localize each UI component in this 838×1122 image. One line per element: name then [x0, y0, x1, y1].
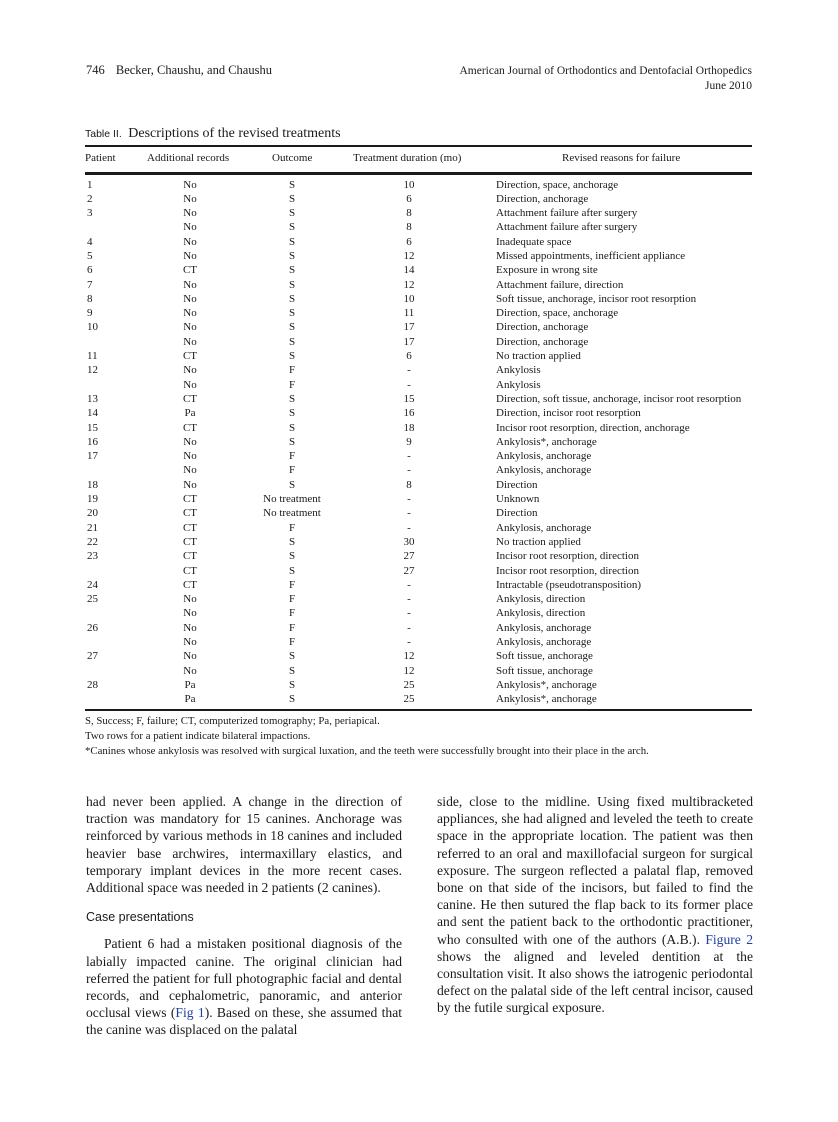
- cell-additional-records: No: [183, 249, 197, 262]
- table-row: [85, 478, 752, 492]
- cell-additional-records: No: [183, 292, 197, 305]
- cell-outcome: F: [288, 607, 296, 620]
- cell-outcome: F: [288, 621, 296, 634]
- cell-reason: Direction, anchorage: [496, 321, 589, 334]
- table-row: [85, 435, 752, 449]
- cell-reason: Ankylosis*, anchorage: [496, 693, 597, 706]
- issue-date: June 2010: [705, 80, 752, 92]
- cell-duration: 10: [403, 178, 415, 191]
- table-row: [85, 664, 752, 678]
- cell-duration: -: [407, 593, 411, 606]
- cell-duration: -: [407, 493, 411, 506]
- cell-reason: No traction applied: [496, 535, 581, 548]
- cell-additional-records: No: [183, 478, 197, 491]
- cell-outcome: S: [288, 564, 296, 577]
- cell-duration: 6: [406, 192, 412, 205]
- cell-patient: 1: [87, 178, 93, 191]
- cell-duration: 15: [403, 392, 415, 405]
- body-paragraph-case: Patient 6 had a mistaken positional diagnosis of the labially impacted canine. The original clinician had referred the patient for full photographic facial and dental records, and cephalometric, panoramic, and anterior occlusal views (Fig 1). Based on these, she assumed that the canine was displaced on the palatal: [86, 936, 402, 1038]
- table-row: [85, 678, 752, 692]
- table-row: [85, 578, 752, 592]
- cell-patient: 2: [87, 192, 93, 205]
- cell-duration: 25: [403, 678, 415, 691]
- cell-reason: Soft tissue, anchorage, incisor root resorption: [496, 292, 697, 305]
- table-row: [85, 564, 752, 578]
- cell-reason: Ankylosis, anchorage: [496, 464, 592, 477]
- cell-duration: -: [407, 607, 411, 620]
- table-body: [85, 178, 752, 707]
- cell-outcome: S: [288, 307, 296, 320]
- cell-duration: -: [407, 578, 411, 591]
- cell-additional-records: No: [183, 335, 197, 348]
- cell-outcome: F: [288, 450, 296, 463]
- running-authors: Becker, Chaushu, and Chaushu: [115, 63, 272, 77]
- cell-outcome: S: [288, 478, 296, 491]
- cell-patient: 8: [87, 292, 93, 305]
- figure-1-link[interactable]: Fig 1: [175, 1005, 205, 1021]
- cell-outcome: S: [288, 221, 296, 234]
- cell-reason: Direction, anchorage: [496, 335, 589, 348]
- table-top-rule: [85, 145, 752, 147]
- cell-reason: Incisor root resorption, direction, anchorage: [496, 421, 690, 434]
- cell-reason: Ankylosis, anchorage: [496, 636, 592, 648]
- cell-additional-records: No: [183, 178, 197, 191]
- column-header-patient: Patient: [85, 152, 116, 164]
- cell-duration: -: [407, 450, 411, 463]
- cell-outcome: F: [288, 521, 296, 534]
- cell-additional-records: No: [183, 607, 197, 620]
- table-row: [85, 220, 752, 234]
- table-row: [85, 463, 752, 477]
- cell-duration: -: [407, 636, 411, 648]
- cell-outcome: F: [288, 378, 296, 391]
- column-header-additional-records: Additional records: [147, 152, 230, 164]
- cell-additional-records: CT: [182, 550, 198, 563]
- cell-patient: 11: [87, 350, 98, 363]
- cell-reason: Intractable (pseudotransposition): [496, 578, 642, 591]
- cell-additional-records: No: [183, 221, 197, 234]
- footnote-bilateral: Two rows for a patient indicate bilateral impactions.: [85, 730, 311, 743]
- cell-reason: Inadequate space: [496, 235, 572, 248]
- cell-duration: 25: [403, 693, 415, 706]
- cell-reason: Direction, space, anchorage: [496, 178, 619, 191]
- cell-duration: 16: [403, 407, 415, 420]
- cell-duration: 12: [403, 278, 415, 291]
- cell-additional-records: CT: [182, 350, 198, 363]
- body-paragraph-continued: side, close to the midline. Using fixed multibracketed appliances, she had aligned and leveled the teeth to create space in the appropriate location. The patient was then referred to an oral and maxillofacial surgeon for surgical exposure. The surgeon reflected a palatal flap, removed bone on that side of the incisors, but failed to find the canine. He then sutured the flap back to its former place and sent the patient back to the orthodontic practitioner, who consulted with one of the authors (A.B.). Figure 2 shows the aligned and leveled dentition at the consultation visit. It also shows the iatrogenic periodontal defect on the palatal side of the left central incisor, caused by the futile surgical exposure.: [437, 794, 754, 1016]
- cell-reason: Attachment failure after surgery: [496, 207, 638, 220]
- body-paragraph: had never been applied. A change in the direction of traction was mandatory for 15 canines. Anchorage was reinforced by various methods in 18 canines and included heavier base archwires, intermaxillary elastics, and temporary implant devices in the more recent cases. Additional space was needed in 2 patients (2 canines).: [86, 794, 402, 896]
- cell-duration: 10: [403, 292, 415, 305]
- cell-outcome: F: [288, 578, 296, 591]
- cell-reason: Missed appointments, inefficient appliance: [496, 249, 686, 262]
- cell-outcome: S: [288, 535, 296, 548]
- cell-additional-records: No: [183, 593, 197, 606]
- table-row: [85, 392, 752, 406]
- cell-patient: 25: [87, 593, 98, 606]
- figure-2-link[interactable]: Figure 2: [705, 931, 754, 947]
- cell-patient: 5: [87, 249, 93, 262]
- cell-patient: 20: [87, 507, 98, 520]
- cell-reason: Soft tissue, anchorage: [496, 650, 593, 663]
- cell-duration: 17: [403, 335, 415, 348]
- table-row: [85, 363, 752, 377]
- cell-duration: 8: [406, 221, 412, 234]
- cell-outcome: S: [288, 178, 296, 191]
- table-row: [85, 521, 752, 535]
- cell-patient: 17: [87, 450, 98, 463]
- cell-reason: Ankylosis, anchorage: [496, 621, 592, 634]
- table-row: [85, 621, 752, 635]
- cell-reason: Incisor root resorption, direction: [496, 550, 639, 563]
- section-heading: Case presentations: [86, 910, 194, 925]
- cell-additional-records: CT: [182, 493, 198, 506]
- cell-additional-records: No: [183, 235, 197, 248]
- table-row: [85, 263, 752, 277]
- table-row: [85, 278, 752, 292]
- cell-outcome: S: [288, 550, 296, 563]
- cell-outcome: S: [288, 421, 296, 434]
- cell-additional-records: Pa: [184, 693, 196, 706]
- cell-additional-records: No: [183, 207, 197, 220]
- table-row: [85, 235, 752, 249]
- cell-patient: 10: [87, 321, 98, 334]
- cell-patient: 15: [87, 421, 98, 434]
- table-row: [85, 306, 752, 320]
- table-row: [85, 549, 752, 563]
- cell-duration: 8: [406, 478, 412, 491]
- cell-outcome: S: [288, 207, 296, 220]
- cell-outcome: S: [288, 321, 296, 334]
- cell-duration: -: [407, 521, 411, 534]
- cell-additional-records: CT: [182, 507, 198, 520]
- footnote-asterisk: *Canines whose ankylosis was resolved with surgical luxation, and the teeth were successfully brought into their place in the arch.: [85, 745, 649, 758]
- cell-additional-records: No: [183, 378, 197, 391]
- page-number: 746: [86, 63, 105, 77]
- cell-reason: Direction: [496, 507, 538, 520]
- cell-reason: Attachment failure, direction: [496, 278, 624, 291]
- cell-reason: Ankylosis, anchorage: [496, 450, 592, 463]
- cell-outcome: S: [288, 392, 296, 405]
- cell-patient: 22: [87, 535, 98, 548]
- cell-outcome: S: [288, 278, 296, 291]
- journal-name: American Journal of Orthodontics and Dentofacial Orthopedics: [459, 65, 752, 77]
- cell-reason: Unknown: [496, 493, 540, 506]
- table-label: Table II.: [85, 128, 122, 140]
- cell-outcome: S: [288, 678, 296, 691]
- cell-reason: Ankylosis, direction: [496, 607, 586, 620]
- table-row: [85, 421, 752, 435]
- column-header-revised-reasons: Revised reasons for failure: [562, 152, 681, 164]
- cell-duration: 6: [406, 350, 412, 363]
- cell-reason: Direction, incisor root resorption: [496, 407, 641, 420]
- cell-outcome: S: [288, 264, 296, 277]
- table-title: [85, 126, 341, 142]
- cell-outcome: F: [288, 364, 296, 377]
- cell-additional-records: CT: [182, 421, 198, 434]
- cell-patient: 27: [87, 650, 98, 663]
- cell-additional-records: CT: [182, 264, 198, 277]
- cell-additional-records: Pa: [184, 678, 196, 691]
- cell-duration: -: [407, 364, 411, 377]
- cell-outcome: S: [288, 435, 296, 448]
- cell-outcome: F: [288, 636, 296, 648]
- cell-patient: 19: [87, 493, 98, 506]
- cell-reason: Direction, soft tissue, anchorage, incisor root resorption: [496, 392, 742, 405]
- cell-duration: 14: [403, 264, 415, 277]
- cell-reason: Direction, anchorage: [496, 192, 589, 205]
- cell-additional-records: No: [183, 364, 197, 377]
- table-row: [85, 692, 752, 706]
- cell-outcome: S: [288, 235, 296, 248]
- cell-patient: 23: [87, 550, 98, 563]
- cell-additional-records: No: [183, 321, 197, 334]
- cell-outcome: S: [288, 407, 296, 420]
- cell-patient: 18: [87, 478, 98, 491]
- table-row: [85, 320, 752, 334]
- cell-duration: 27: [403, 564, 415, 577]
- cell-reason: Ankylosis: [496, 364, 541, 377]
- table-row: [85, 535, 752, 549]
- cell-additional-records: CT: [182, 392, 198, 405]
- cell-outcome: S: [288, 292, 296, 305]
- cell-outcome: F: [288, 593, 296, 606]
- cell-patient: 28: [87, 678, 98, 691]
- table-bottom-rule: [85, 709, 752, 711]
- table-row: [85, 206, 752, 220]
- cell-patient: 12: [87, 364, 98, 377]
- cell-additional-records: No: [183, 636, 197, 648]
- table-row: [85, 349, 752, 363]
- cell-duration: 11: [403, 307, 415, 320]
- cell-duration: -: [407, 507, 411, 520]
- cell-reason: Ankylosis: [496, 378, 541, 391]
- table-caption: Descriptions of the revised treatments: [128, 126, 341, 141]
- cell-additional-records: No: [183, 664, 197, 677]
- table-row: [85, 506, 752, 520]
- cell-outcome: S: [288, 350, 296, 363]
- cell-reason: Incisor root resorption, direction: [496, 564, 639, 577]
- table-row: [85, 192, 752, 206]
- cell-additional-records: CT: [182, 564, 198, 577]
- cell-patient: 7: [87, 278, 93, 291]
- cell-patient: 14: [87, 407, 98, 420]
- cell-outcome: S: [288, 664, 296, 677]
- cell-duration: 27: [403, 550, 415, 563]
- cell-reason: No traction applied: [496, 350, 581, 363]
- page-header-right: [459, 64, 752, 94]
- cell-duration: 8: [406, 207, 412, 220]
- cell-patient: 13: [87, 392, 98, 405]
- cell-patient: 24: [87, 578, 98, 591]
- table-row: [85, 406, 752, 420]
- cell-patient: 9: [87, 307, 93, 320]
- cell-reason: Soft tissue, anchorage: [496, 664, 593, 677]
- table-row: [85, 292, 752, 306]
- cell-duration: 12: [403, 664, 415, 677]
- cell-reason: Attachment failure after surgery: [496, 221, 638, 234]
- table-row: [85, 492, 752, 506]
- cell-reason: Ankylosis*, anchorage: [496, 678, 597, 691]
- cell-duration: 30: [403, 535, 415, 548]
- table-row: [85, 249, 752, 263]
- cell-outcome: S: [288, 335, 296, 348]
- cell-additional-records: No: [183, 621, 197, 634]
- cell-patient: 21: [87, 521, 98, 534]
- cell-outcome: S: [288, 249, 296, 262]
- column-header-treatment-duration: Treatment duration (mo): [353, 152, 462, 164]
- cell-additional-records: No: [183, 650, 197, 663]
- cell-additional-records: No: [183, 464, 197, 477]
- table-footnotes: [85, 714, 649, 760]
- cell-duration: 12: [403, 650, 415, 663]
- cell-additional-records: No: [183, 450, 197, 463]
- cell-outcome: S: [288, 192, 296, 205]
- cell-patient: 4: [87, 235, 93, 248]
- cell-reason: Direction: [496, 478, 538, 491]
- table-header-rule: [85, 172, 752, 175]
- body-column-right: [437, 793, 753, 1017]
- cell-duration: 6: [406, 235, 412, 248]
- cell-additional-records: Pa: [184, 407, 196, 420]
- cell-additional-records: No: [183, 192, 197, 205]
- footnote-abbreviations: S, Success; F, failure; CT, computerized tomography; Pa, periapical.: [85, 715, 380, 727]
- cell-outcome: S: [288, 650, 296, 663]
- cell-duration: 18: [403, 421, 415, 434]
- cell-outcome: No treatment: [263, 507, 321, 520]
- cell-reason: Exposure in wrong site: [496, 264, 598, 277]
- cell-duration: -: [407, 621, 411, 634]
- table-row: [85, 178, 752, 192]
- table-row: [85, 592, 752, 606]
- body-column-left: [86, 793, 402, 1039]
- cell-patient: 26: [87, 621, 98, 634]
- cell-outcome: F: [288, 464, 296, 477]
- page-header-left: [86, 63, 272, 78]
- cell-reason: Ankylosis, anchorage: [496, 521, 592, 534]
- table-row: [85, 378, 752, 392]
- column-header-outcome: Outcome: [272, 152, 313, 164]
- cell-additional-records: CT: [182, 521, 198, 534]
- cell-duration: -: [407, 464, 411, 477]
- cell-patient: 6: [87, 264, 93, 277]
- cell-outcome: No treatment: [263, 493, 321, 506]
- table-row: [85, 606, 752, 620]
- table-row: [85, 449, 752, 463]
- cell-additional-records: CT: [182, 578, 198, 591]
- cell-duration: 17: [403, 321, 415, 334]
- cell-additional-records: No: [183, 278, 197, 291]
- cell-reason: Ankylosis, direction: [496, 593, 586, 606]
- table-row: [85, 649, 752, 663]
- cell-additional-records: No: [183, 307, 197, 320]
- cell-reason: Ankylosis*, anchorage: [496, 435, 597, 448]
- cell-duration: 12: [403, 249, 415, 262]
- cell-duration: 9: [406, 435, 412, 448]
- cell-outcome: S: [288, 693, 296, 706]
- cell-patient: 3: [87, 207, 93, 220]
- table-row: [85, 635, 752, 649]
- cell-additional-records: CT: [182, 535, 198, 548]
- cell-patient: 16: [87, 435, 98, 448]
- cell-additional-records: No: [183, 435, 197, 448]
- cell-duration: -: [407, 378, 411, 391]
- cell-reason: Direction, space, anchorage: [496, 307, 619, 320]
- table-row: [85, 335, 752, 349]
